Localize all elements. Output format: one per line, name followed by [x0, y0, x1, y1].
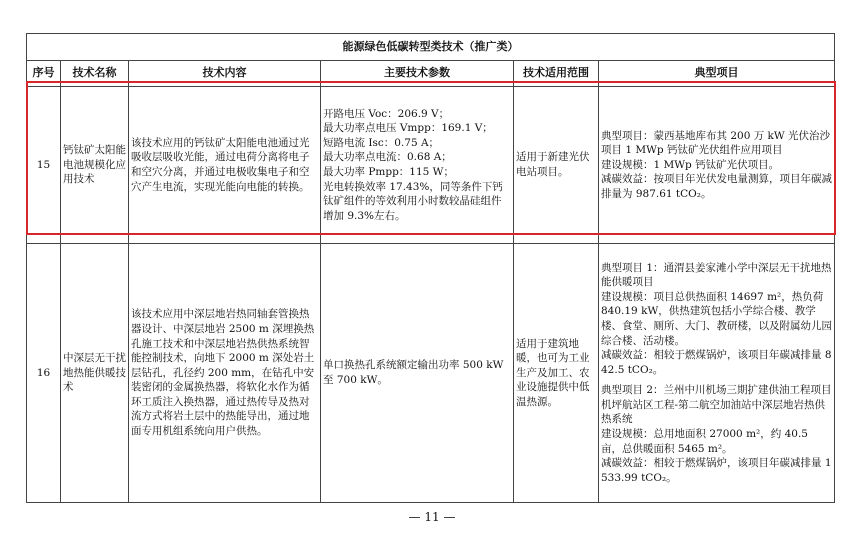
header-content: 技术内容: [129, 61, 321, 87]
param-line: 开路电压 Voc：206.9 V；: [323, 107, 450, 120]
table-row: [27, 244, 835, 503]
param-line: 最大功率 Pmpp：115 W；: [323, 166, 454, 178]
tech-scope: 适用于新建光伏电站项目。: [514, 87, 599, 244]
tech-name: 中深层无干扰地热能供暖技术: [61, 244, 129, 503]
param-line: 短路电流 Isc：0.75 A；: [323, 136, 440, 149]
tech-params: [321, 244, 514, 503]
project-line: 典型项目：蒙西基地库布其 200 万 kW 光伏治沙项目 1 MWp 钙钛矿光伏组件应用项目: [601, 129, 831, 157]
tech-name: 钙钛矿太阳能电池规模化应用技术: [61, 87, 129, 244]
tech-content: 该技术应用的钙钛矿太阳能电池通过光吸收层吸收光能，通过电荷分离将电子和空穴分离，并通过电极收集电子和空穴产生电流，实现光能向电能的转换。: [129, 87, 321, 244]
project-line: 建设规模：1 MWp 钙钛矿光伏项目。: [601, 158, 780, 171]
param-line: 最大功率点电压 Vmpp：169.1 V；: [323, 122, 493, 135]
row-number: 15: [27, 87, 61, 244]
page-number: — 11 —: [408, 510, 456, 524]
header-params: 主要技术参数: [321, 61, 514, 87]
header-projects: 典型项目: [599, 61, 835, 87]
param-line: 单口换热孔系统额定输出功率 500 kW 至 700 kW。: [323, 359, 504, 386]
project-line: 典型项目 2：兰州中川机场三期扩建供油工程项目机坪航站区工程-第二航空加油站中深层地岩热供热系统: [601, 384, 832, 426]
typical-projects: [599, 87, 835, 244]
header-scope: 技术适用范围: [514, 61, 599, 87]
param-line: 最大功率点电流：0.68 A；: [323, 151, 452, 164]
project-line: 减碳效益：相较于燃煤锅炉，该项目年碳减排量 1533.99 tCO₂。: [601, 457, 832, 484]
row-number: 16: [27, 244, 61, 503]
table-row: [27, 87, 835, 244]
project-line: 建设规模：总用地面积 27000 m²，约 40.5 亩，总供暖面积 5465 m²。: [601, 428, 808, 455]
tech-content: 该技术应用中深层地岩热同轴套管换热器设计、中深层地岩 2500 m 深埋换热孔施工技术和中深层地岩热供热系统智能控制技术，向地下 2000 m 深处岩土层钻孔，孔径约 200 mm，在钻孔中安装密闭的金属换热器，将软化水作为循环工质注入换热器，通过热传导及热对流方式将岩土层中的热能导出，通过地面专用机组系统向用户供热。: [129, 244, 321, 503]
project-line: 减碳效益：相较于燃煤锅炉，该项目年碳减排量 842.5 tCO₂。: [601, 349, 832, 376]
typical-projects: [599, 244, 835, 503]
technology-table: [26, 33, 835, 503]
table-caption: 能源绿色低碳转型类技术（推广类）: [27, 34, 835, 61]
param-line: 光电转换效率 17.43%，同等条件下钙钛矿组件的等效利用小时数较晶硅组件增加 9.3%左右。: [323, 180, 503, 222]
tech-params: [321, 87, 514, 244]
header-name: 技术名称: [61, 61, 129, 87]
project-line: 建设规模：项目总供热面积 14697 m²，热负荷 840.19 kW，供热建筑包括小学综合楼、教学楼、食堂、厕所、大门、教研楼，以及附属幼儿园综合楼、活动楼。: [601, 290, 832, 347]
header-no: 序号: [27, 61, 61, 87]
project-line: 典型项目 1：通渭县姜家滩小学中深层无干扰地热能供暖项目: [601, 261, 832, 289]
project-line: 减碳效益：按项目年光伏发电量测算，项目年碳减排量为 987.61 tCO₂。: [601, 173, 832, 200]
tech-scope: 适用于建筑地暖，也可为工业生产及加工、农业设施提供中低温热源。: [514, 244, 599, 503]
